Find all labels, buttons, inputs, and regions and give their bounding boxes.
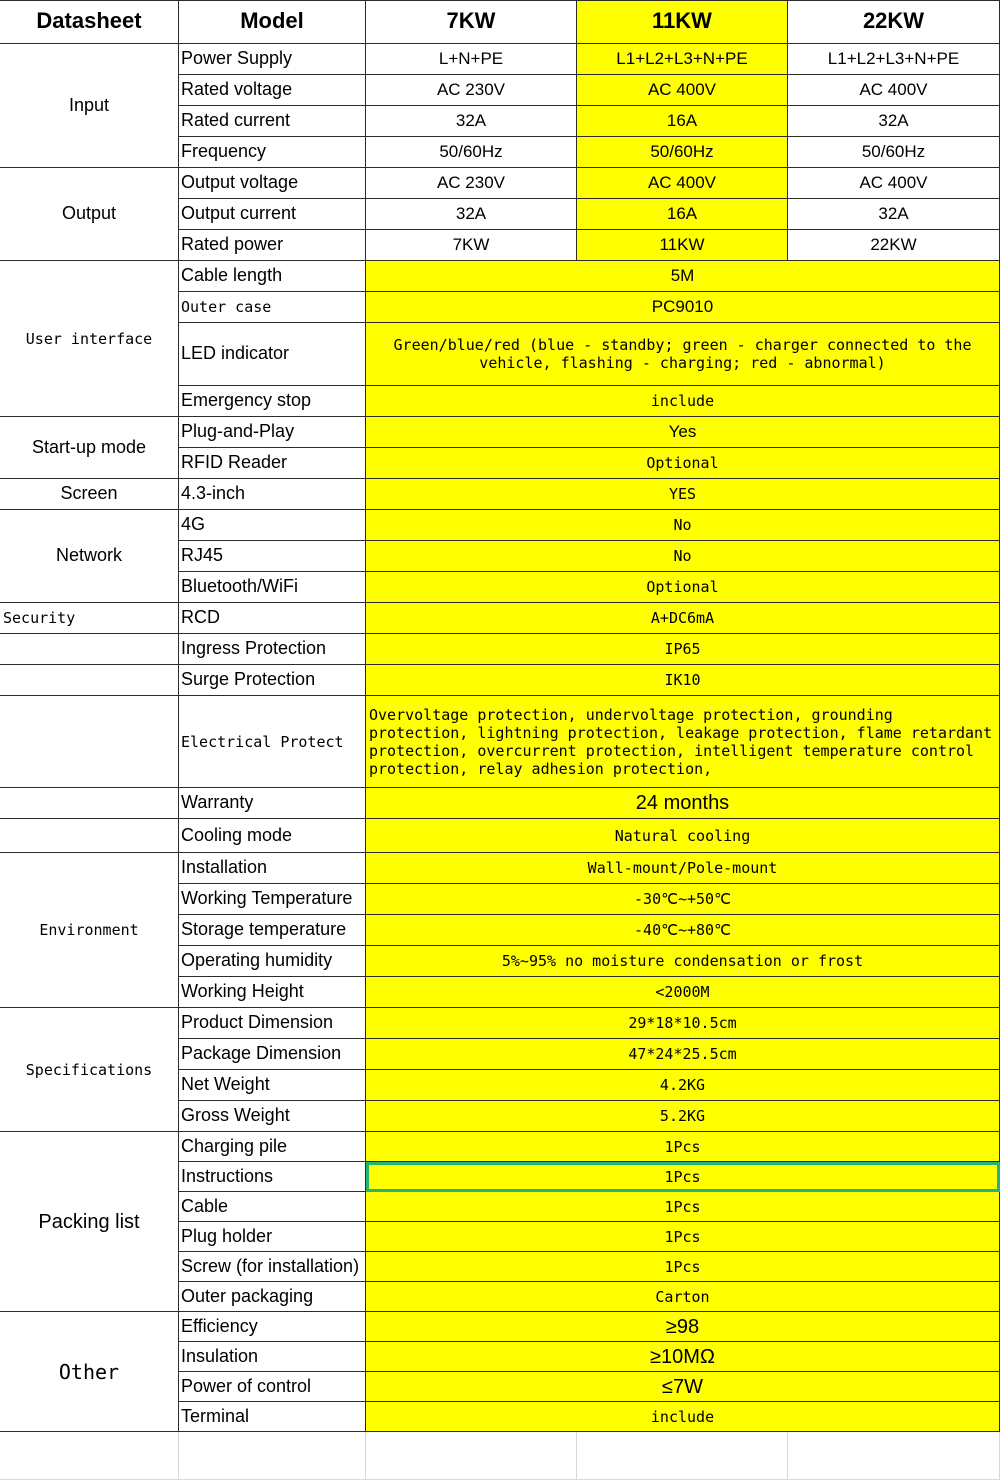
row-label-cell[interactable] — [179, 479, 366, 510]
category-cell[interactable] — [0, 479, 179, 510]
value-cell-merged[interactable] — [366, 696, 1000, 788]
row-label: Outer packaging — [181, 1285, 314, 1306]
row-label-cell[interactable] — [179, 137, 366, 168]
row-label-cell[interactable] — [179, 1372, 366, 1402]
row-label: Installation — [181, 857, 268, 878]
row-label: Electrical Protect — [181, 732, 344, 751]
header-model-name: 22KW — [862, 8, 925, 34]
category-cell[interactable] — [0, 665, 179, 696]
value-text: Yes — [668, 421, 697, 441]
row-label-cell[interactable] — [179, 199, 366, 230]
value-text: A+DC6mA — [650, 609, 715, 627]
row-label: RFID Reader — [181, 452, 288, 473]
value-text: ≥10MΩ — [650, 1345, 715, 1368]
value-text: 1Pcs — [664, 1167, 701, 1186]
row-label: Rated power — [181, 234, 284, 255]
value-cell[interactable] — [577, 230, 788, 261]
row-label: Plug holder — [181, 1225, 273, 1246]
value-cell[interactable] — [366, 137, 577, 168]
header-cell-model[interactable] — [179, 0, 366, 44]
row-label: Rated current — [181, 110, 291, 131]
category-label: Environment — [39, 921, 139, 939]
category-cell[interactable] — [0, 634, 179, 665]
row-label-cell[interactable] — [179, 44, 366, 75]
header-cell-model-3[interactable] — [788, 0, 1000, 44]
header-cell-datasheet[interactable] — [0, 0, 179, 44]
value-cell-merged[interactable] — [366, 977, 1000, 1008]
value-cell[interactable] — [577, 137, 788, 168]
value-text: Optional — [646, 578, 719, 596]
value-text: 5M — [670, 265, 695, 285]
value-text: 29*18*10.5cm — [628, 1014, 737, 1032]
category-cell[interactable] — [0, 1312, 179, 1432]
row-label-cell[interactable] — [179, 977, 366, 1008]
value-cell[interactable] — [577, 199, 788, 230]
value-text: Natural cooling — [614, 826, 751, 845]
value-text: L1+L2+L3+N+PE — [616, 48, 748, 68]
row-label-cell[interactable] — [179, 1312, 366, 1342]
row-label: Ingress Protection — [181, 638, 327, 659]
row-label-cell[interactable] — [179, 884, 366, 915]
value-cell-merged[interactable] — [366, 665, 1000, 696]
value-cell-merged[interactable] — [366, 819, 1000, 853]
row-label: Operating humidity — [181, 950, 333, 971]
value-text: 4.2KG — [659, 1076, 706, 1094]
category-cell[interactable] — [0, 1008, 179, 1132]
row-label: Working Temperature — [181, 888, 353, 909]
value-text: 50/60Hz — [861, 141, 926, 161]
header-cell-model-2[interactable] — [577, 0, 788, 44]
row-label: Instructions — [181, 1165, 274, 1186]
row-label: Storage temperature — [181, 919, 347, 940]
value-cell-merged[interactable] — [366, 853, 1000, 884]
value-text: -40℃~+80℃ — [634, 921, 731, 939]
category-label: User interface — [25, 329, 153, 348]
value-text: Carton — [655, 1287, 710, 1306]
value-text: Wall-mount/Pole-mount — [587, 859, 778, 877]
row-label: Warranty — [181, 792, 254, 813]
value-cell-merged[interactable] — [366, 603, 1000, 634]
value-text: 11KW — [659, 234, 705, 254]
value-text: 1Pcs — [664, 1227, 701, 1246]
row-label-cell[interactable] — [179, 819, 366, 853]
category-cell[interactable] — [0, 603, 179, 634]
value-text: AC 400V — [859, 79, 928, 99]
value-cell[interactable] — [366, 106, 577, 137]
row-label: Power of control — [181, 1375, 312, 1396]
value-text: Optional — [646, 454, 719, 472]
value-text: include — [650, 1407, 715, 1426]
value-cell-merged[interactable] — [366, 1039, 1000, 1070]
value-cell-merged[interactable] — [366, 417, 1000, 448]
value-cell-merged[interactable] — [366, 448, 1000, 479]
row-label-cell[interactable] — [179, 1342, 366, 1372]
value-cell-merged[interactable] — [366, 261, 1000, 292]
value-cell-merged[interactable] — [366, 915, 1000, 946]
row-label-cell[interactable] — [179, 75, 366, 106]
category-cell[interactable] — [0, 44, 179, 168]
value-text: 7KW — [452, 234, 490, 254]
value-cell-merged[interactable] — [366, 479, 1000, 510]
value-cell-merged[interactable] — [366, 788, 1000, 819]
row-label: Outer case — [181, 298, 272, 316]
value-text: Green/blue/red (blue - standby; green - charger connected to the vehicle, flashing - charging; red - abnormal) — [393, 336, 972, 372]
value-text: 32A — [878, 110, 909, 130]
row-label: Cooling mode — [181, 824, 293, 845]
row-label: Surge Protection — [181, 669, 316, 690]
row-label-cell[interactable] — [179, 1132, 366, 1162]
row-label: Charging pile — [181, 1135, 288, 1156]
row-label: Gross Weight — [181, 1105, 290, 1126]
row-label-cell[interactable] — [179, 853, 366, 884]
value-cell-merged[interactable] — [366, 1342, 1000, 1372]
value-text: 5%~95% no moisture condensation or frost — [501, 952, 864, 970]
row-label-cell[interactable] — [179, 915, 366, 946]
value-text: No — [673, 547, 692, 565]
value-text: 5.2KG — [659, 1107, 706, 1125]
value-text: AC 400V — [859, 172, 928, 192]
value-cell-merged[interactable] — [366, 1252, 1000, 1282]
category-label: Output — [61, 203, 117, 224]
value-text: PC9010 — [651, 296, 714, 316]
value-cell[interactable] — [366, 230, 577, 261]
value-text: 1Pcs — [664, 1257, 701, 1276]
value-cell-merged[interactable] — [366, 1312, 1000, 1342]
value-text: 47*24*25.5cm — [628, 1045, 737, 1063]
value-cell-merged[interactable] — [366, 1372, 1000, 1402]
row-label: Working Height — [181, 981, 304, 1002]
row-label-cell[interactable] — [179, 1070, 366, 1101]
row-label-cell[interactable] — [179, 510, 366, 541]
category-cell[interactable] — [0, 853, 179, 1008]
value-cell-merged[interactable] — [366, 292, 1000, 323]
row-label-cell[interactable] — [179, 1402, 366, 1432]
category-cell[interactable] — [0, 819, 179, 853]
value-cell-merged[interactable] — [366, 572, 1000, 603]
row-label-cell[interactable] — [179, 1101, 366, 1132]
row-label: Plug-and-Play — [181, 421, 295, 442]
value-cell[interactable] — [788, 106, 1000, 137]
category-cell[interactable] — [0, 417, 179, 479]
header-cell-model-1[interactable] — [366, 0, 577, 44]
row-label-cell[interactable] — [179, 1162, 366, 1192]
row-label-cell[interactable] — [179, 1222, 366, 1252]
value-text: L1+L2+L3+N+PE — [827, 48, 960, 68]
row-label-cell[interactable] — [179, 634, 366, 665]
value-cell-merged[interactable] — [366, 1162, 1000, 1192]
category-cell[interactable] — [0, 261, 179, 417]
row-label-cell[interactable] — [179, 1039, 366, 1070]
category-label: Security — [3, 609, 76, 627]
value-text: 50/60Hz — [650, 141, 714, 161]
value-cell[interactable] — [788, 137, 1000, 168]
value-cell-merged[interactable] — [366, 510, 1000, 541]
row-label: Bluetooth/WiFi — [181, 576, 299, 597]
empty-cell[interactable] — [179, 1432, 366, 1480]
value-cell[interactable] — [788, 168, 1000, 199]
row-label: Rated voltage — [181, 79, 293, 100]
category-cell[interactable] — [0, 168, 179, 261]
row-label: LED indicator — [181, 343, 290, 364]
category-cell[interactable] — [0, 696, 179, 788]
row-label-cell[interactable] — [179, 665, 366, 696]
value-cell[interactable] — [577, 106, 788, 137]
value-cell-merged[interactable] — [366, 323, 1000, 386]
row-label-cell[interactable] — [179, 292, 366, 323]
value-text: 1Pcs — [664, 1197, 701, 1216]
header-model-label: Model — [240, 8, 304, 34]
row-label-cell[interactable] — [179, 168, 366, 199]
row-label: 4G — [181, 514, 206, 535]
row-label-cell[interactable] — [179, 106, 366, 137]
row-label: Terminal — [181, 1405, 250, 1426]
category-label: Input — [68, 94, 110, 115]
category-cell[interactable] — [0, 1132, 179, 1312]
row-label-cell[interactable] — [179, 541, 366, 572]
value-cell-merged[interactable] — [366, 884, 1000, 915]
value-cell[interactable] — [577, 44, 788, 75]
value-cell[interactable] — [577, 168, 788, 199]
row-label: Cable length — [181, 265, 283, 286]
empty-cell[interactable] — [577, 1432, 788, 1480]
value-cell[interactable] — [577, 75, 788, 106]
row-label-cell[interactable] — [179, 788, 366, 819]
row-label-cell[interactable] — [179, 1252, 366, 1282]
value-text: AC 230V — [436, 172, 506, 192]
row-label: Insulation — [181, 1345, 259, 1366]
value-text: IK10 — [664, 671, 701, 689]
value-text: No — [673, 516, 692, 534]
row-label-cell[interactable] — [179, 1192, 366, 1222]
value-text: 24 months — [635, 792, 730, 814]
row-label-cell[interactable] — [179, 417, 366, 448]
row-label-cell[interactable] — [179, 230, 366, 261]
value-text: AC 230V — [436, 79, 506, 99]
empty-cell[interactable] — [0, 1432, 179, 1480]
row-label-cell[interactable] — [179, 572, 366, 603]
header-datasheet-label: Datasheet — [36, 8, 142, 34]
value-text: ≥98 — [665, 1315, 700, 1338]
row-label: RCD — [181, 607, 220, 628]
row-label-cell[interactable] — [179, 386, 366, 417]
value-text: IP65 — [664, 640, 701, 658]
row-label: Product Dimension — [181, 1012, 334, 1033]
category-cell[interactable] — [0, 510, 179, 603]
value-cell-merged[interactable] — [366, 1070, 1000, 1101]
value-text: Overvoltage protection, undervoltage protection, grounding protection, lightning protection, leakage protection, flame retardant protection, overcurrent protection, intelligent temperature control protection, relay adhesion protection, — [369, 705, 993, 778]
value-text: -30℃~+50℃ — [634, 890, 731, 908]
category-label: Specifications — [25, 1060, 153, 1079]
value-text: AC 400V — [647, 172, 717, 192]
value-cell-merged[interactable] — [366, 386, 1000, 417]
value-cell-merged[interactable] — [366, 1192, 1000, 1222]
row-label: RJ45 — [181, 545, 224, 566]
row-label-cell[interactable] — [179, 603, 366, 634]
value-text: <2000M — [655, 983, 710, 1001]
row-label: Power Supply — [181, 48, 293, 69]
row-label: Package Dimension — [181, 1043, 342, 1064]
category-label: Network — [55, 545, 122, 566]
value-cell[interactable] — [366, 75, 577, 106]
value-cell[interactable] — [366, 199, 577, 230]
value-text: 16A — [666, 203, 698, 223]
value-text: 1Pcs — [664, 1137, 701, 1156]
value-cell-merged[interactable] — [366, 1282, 1000, 1312]
row-label: 4.3-inch — [181, 483, 246, 504]
value-cell[interactable] — [366, 168, 577, 199]
value-text: 32A — [455, 203, 487, 223]
value-cell[interactable] — [788, 75, 1000, 106]
row-label: Output current — [181, 203, 297, 224]
row-label: Screw (for installation) — [181, 1255, 360, 1276]
row-label: Output voltage — [181, 172, 299, 193]
row-label-cell[interactable] — [179, 1282, 366, 1312]
category-label: Screen — [60, 483, 118, 504]
value-cell[interactable] — [788, 199, 1000, 230]
value-text: L+N+PE — [438, 48, 504, 68]
value-cell-merged[interactable] — [366, 634, 1000, 665]
value-cell-merged[interactable] — [366, 1132, 1000, 1162]
value-text: include — [650, 392, 715, 410]
value-cell[interactable] — [788, 44, 1000, 75]
category-label: Packing list — [38, 1210, 140, 1233]
value-text: 16A — [666, 110, 698, 130]
row-label-cell[interactable] — [179, 1008, 366, 1039]
empty-cell[interactable] — [366, 1432, 577, 1480]
value-cell-merged[interactable] — [366, 1101, 1000, 1132]
value-text: AC 400V — [647, 79, 717, 99]
category-label: Other — [58, 1359, 120, 1384]
value-cell[interactable] — [366, 44, 577, 75]
row-label-cell[interactable] — [179, 448, 366, 479]
row-label: Efficiency — [181, 1315, 258, 1336]
value-cell-merged[interactable] — [366, 1008, 1000, 1039]
row-label: Net Weight — [181, 1074, 270, 1095]
value-cell-merged[interactable] — [366, 1222, 1000, 1252]
category-cell[interactable] — [0, 788, 179, 819]
value-text: ≤7W — [662, 1375, 703, 1398]
header-model-name: 7KW — [446, 8, 496, 34]
row-label-cell[interactable] — [179, 261, 366, 292]
category-label: Start-up mode — [31, 436, 147, 457]
value-cell[interactable] — [788, 230, 1000, 261]
header-model-name: 11KW — [652, 8, 712, 34]
value-text: YES — [668, 485, 697, 503]
empty-cell[interactable] — [788, 1432, 1000, 1480]
row-label: Cable — [181, 1195, 229, 1216]
value-cell-merged[interactable] — [366, 541, 1000, 572]
row-label: Emergency stop — [181, 390, 312, 411]
value-text: 50/60Hz — [439, 141, 503, 161]
row-label-cell[interactable] — [179, 323, 366, 386]
value-text: 32A — [878, 203, 909, 223]
row-label: Frequency — [181, 141, 267, 162]
value-cell-merged[interactable] — [366, 946, 1000, 977]
row-label-cell[interactable] — [179, 696, 366, 788]
value-text: 32A — [455, 110, 487, 130]
value-cell-merged[interactable] — [366, 1402, 1000, 1432]
row-label-cell[interactable] — [179, 946, 366, 977]
value-text: 22KW — [870, 234, 917, 254]
